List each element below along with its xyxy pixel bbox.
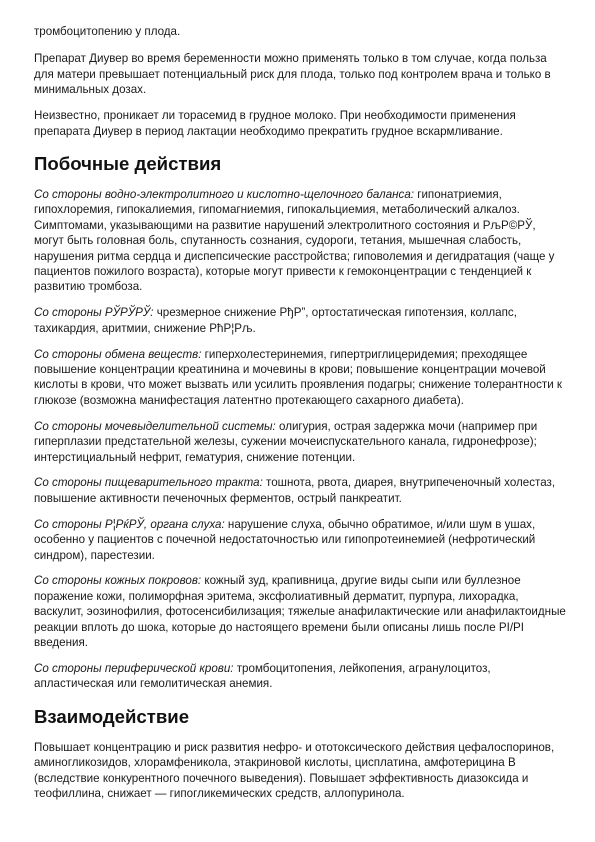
side-effect-category: Со стороны обмена веществ: bbox=[34, 347, 202, 361]
side-effect-text: гиперхолестеринемия, гипертриглицеридемия; преходящее повышение концентрации креатинина и мочевины в крови; повышение концентрации мочевой кислоты в крови, что может вызвать или усилить проявления подагры; снижение толерантности к глюкозе (возможна манифестация латентно протекающего сахарного диабета). bbox=[34, 347, 562, 407]
side-effect-item bbox=[34, 187, 566, 295]
document-page bbox=[34, 24, 566, 812]
pregnancy-paragraph: Препарат Диувер во время беременности можно применять только в том случае, когда польза для матери превышает потенциальный риск для плода, только под контролем врача и только в минимальных дозах. bbox=[34, 52, 551, 97]
side-effect-category: Со стороны Р¦РќРЎ, органа слуха: bbox=[34, 517, 225, 531]
side-effects-heading: Побочные действия bbox=[34, 152, 222, 174]
side-effect-item bbox=[34, 419, 566, 465]
side-effect-text: тромбоцитопения, лейкопения, агранулоцитоз, апластическая или гемолитическая анемия. bbox=[34, 662, 491, 691]
side-effect-text: тошнота, рвота, диарея, внутрипеченочный холестаз, повышение активности печеночных ферментов, острый панкреатит. bbox=[34, 476, 556, 505]
side-effect-item bbox=[34, 347, 566, 409]
lactation-paragraph: Неизвестно, проникает ли торасемид в грудное молоко. При необходимости применения препарата Диувер в период лактации необходимо прекратить грудное вскармливание. bbox=[34, 109, 516, 138]
side-effect-category: Со стороны водно-электролитного и кислотно-щелочного баланса: bbox=[34, 187, 414, 201]
side-effect-text: чрезмерное снижение РђР”, ортостатическая гипотензия, коллапс, тахикардия, аритмии, снижение РћР¦Рљ. bbox=[34, 306, 517, 335]
interaction-paragraph: Повышает концентрацию и риск развития нефро- и ототоксического действия цефалоспоринов, аминогликозидов, хлорамфеникола, этакриновой кислоты, цисплатина, амфотерицина В (вследствие конкурентного почечного выведения). Повышает эффективность диазоксида и теофиллина, снижает — гипогликемических средств, аллопуринола. bbox=[34, 740, 555, 801]
side-effect-item bbox=[34, 305, 566, 336]
top-fragment: тромбоцитопению у плода. bbox=[34, 25, 181, 38]
side-effect-text: олигурия, острая задержка мочи (например при гиперплазии предстательной железы, сужении мочеиспускательного канала, гидронефрозе); интерстициальный нефрит, гематурия, снижение потенции. bbox=[34, 419, 538, 464]
side-effect-text: кожный зуд, крапивница, другие виды сыпи или буллезное поражение кожи, полиморфная эритема, эксфолиативный дерматит, пурпура, лихорадка, васкулит, эозинофилия, фотосенсибилизация; тяжелые анафилактические или анафилактоидные реакции вплоть до шока, которые до настоящего времени были описаны лишь после РІ/РІ введения. bbox=[34, 574, 566, 650]
side-effect-category: Со стороны мочевыделительной системы: bbox=[34, 419, 276, 433]
side-effect-text: гипонатриемия, гипохлоремия, гипокалиемия, гипомагниемия, гипокальциемия, метаболический алкалоз. Симптомами, указывающими на развитие нарушений электролитного состояния и РљР©РЎ, могут быть головная боль, спутанность сознания, судороги, тетания, мышечная слабость, нарушения ритма сердца и диспепсические расстройства; гиповолемия и дегидратация (чаще у пациентов пожилого возраста), которые могут привести к гемоконцентрации с тенденцией к развитию тромбоза. bbox=[34, 187, 555, 294]
side-effect-item bbox=[34, 475, 566, 506]
side-effect-category: Со стороны пищеварительного тракта: bbox=[34, 476, 263, 490]
side-effect-text: нарушение слуха, обычно обратимое, и/или шум в ушах, особенно у пациентов с почечной недостаточностью или гипопротеинемией (нефротический синдром), парестезии. bbox=[34, 517, 536, 562]
side-effect-item bbox=[34, 573, 566, 650]
side-effect-category: Со стороны периферической крови: bbox=[34, 662, 234, 675]
interaction-heading: Взаимодействие bbox=[34, 705, 190, 727]
side-effect-category: Со стороны кожных покровов: bbox=[34, 574, 202, 588]
side-effect-category: Со стороны РЎРЎРЎ: bbox=[34, 306, 154, 320]
side-effect-item bbox=[34, 517, 566, 563]
side-effect-item bbox=[34, 661, 566, 692]
